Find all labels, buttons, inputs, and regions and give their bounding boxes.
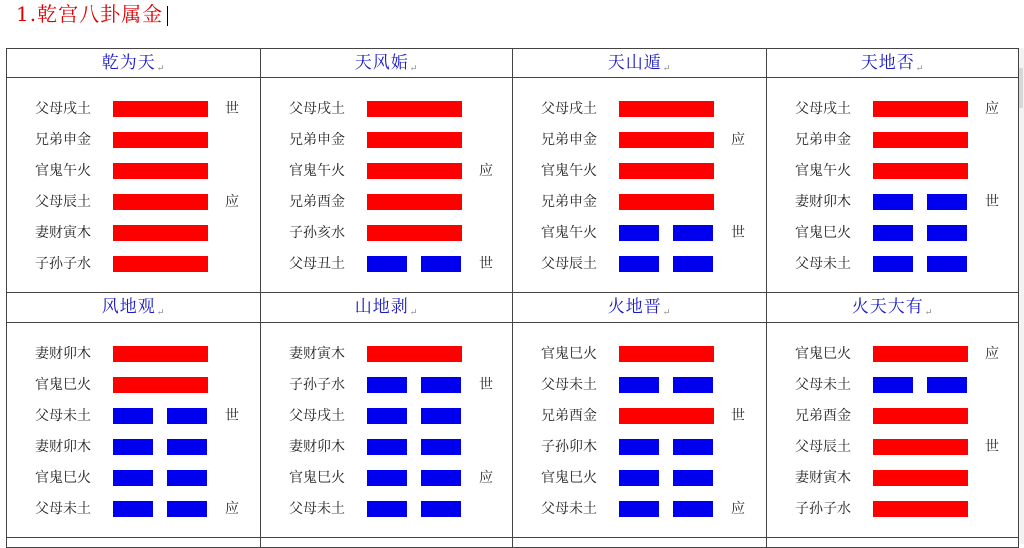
yang-line-bar	[873, 501, 968, 517]
yao-line	[261, 96, 512, 127]
yin-line-bar	[421, 377, 461, 393]
yao-label: 官鬼午火	[795, 163, 851, 179]
yang-line-bar	[619, 346, 714, 362]
yang-line-bar	[873, 439, 968, 455]
yao-label: 子孙子水	[289, 377, 345, 393]
yin-line-bar	[167, 439, 207, 455]
yao-line	[261, 403, 512, 434]
yang-line-bar	[367, 132, 462, 148]
yao-line	[7, 189, 260, 220]
yang-line-bar	[113, 346, 208, 362]
hexagram-name: 乾为天	[101, 53, 156, 73]
hexagram-cell	[7, 78, 261, 293]
scrollbar-thumb[interactable]	[1019, 68, 1023, 108]
hexagram-name: 火地晋	[607, 297, 662, 317]
yao-line	[767, 372, 1018, 403]
yin-line-bar	[113, 501, 153, 517]
yin-line-bar	[113, 439, 153, 455]
yao-label: 兄弟申金	[795, 132, 851, 148]
yang-line-bar	[619, 408, 714, 424]
yao-line	[513, 189, 766, 220]
yao-label: 兄弟申金	[541, 132, 597, 148]
yao-label: 父母未土	[541, 501, 597, 517]
paragraph-mark-icon: ↵	[409, 64, 419, 74]
yin-line-bar	[873, 377, 913, 393]
yao-label: 父母辰土	[541, 256, 597, 272]
yao-line	[261, 341, 512, 372]
yao-label: 官鬼午火	[541, 163, 597, 179]
yao-label: 官鬼午火	[35, 163, 91, 179]
yao-line	[7, 465, 260, 496]
shi-ying-mark: 应	[479, 470, 493, 486]
shi-ying-mark: 应	[985, 101, 999, 117]
shi-ying-mark: 世	[479, 377, 493, 393]
yang-line-bar	[367, 225, 462, 241]
yao-label: 父母辰土	[35, 194, 91, 210]
shi-ying-mark: 应	[225, 501, 239, 517]
yao-label: 父母未土	[289, 501, 345, 517]
yin-line-bar	[673, 501, 713, 517]
yin-line-bar	[619, 225, 659, 241]
yin-line-bar	[367, 408, 407, 424]
yin-line-bar	[619, 256, 659, 272]
hexagram-heading	[767, 48, 1019, 78]
shi-ying-mark: 世	[731, 408, 745, 424]
yang-line-bar	[619, 132, 714, 148]
yao-line	[261, 189, 512, 220]
yin-line-bar	[873, 194, 913, 210]
yao-line	[7, 96, 260, 127]
yao-label: 子孙卯木	[541, 439, 597, 455]
yao-line	[7, 372, 260, 403]
paragraph-mark-icon: ↵	[662, 308, 672, 318]
shi-ying-mark: 应	[225, 194, 239, 210]
document-title: 1.乾宫八卦属金	[16, 2, 164, 26]
hexagram-cell	[7, 323, 261, 538]
yao-label: 父母戌土	[289, 101, 345, 117]
hexagram-heading	[513, 48, 767, 78]
yao-label: 父母辰土	[795, 439, 851, 455]
paragraph-mark-icon: ↵	[662, 64, 672, 74]
yang-line-bar	[873, 132, 968, 148]
hexagram-heading	[767, 293, 1019, 323]
yao-label: 官鬼午火	[289, 163, 345, 179]
yin-line-bar	[927, 377, 967, 393]
yao-line	[767, 189, 1018, 220]
yin-line-bar	[113, 470, 153, 486]
hexagram-heading	[513, 293, 767, 323]
yao-label: 父母未土	[795, 256, 851, 272]
yao-label: 妻财寅木	[795, 470, 851, 486]
yin-line-bar	[619, 501, 659, 517]
yao-label: 官鬼巳火	[795, 346, 851, 362]
yao-line	[767, 496, 1018, 527]
shi-ying-mark: 应	[985, 346, 999, 362]
yang-line-bar	[873, 346, 968, 362]
yao-label: 父母未土	[795, 377, 851, 393]
hexagram-name: 天地否	[860, 53, 915, 73]
yao-line	[513, 496, 766, 527]
yao-label: 兄弟酉金	[541, 408, 597, 424]
yin-line-bar	[367, 501, 407, 517]
hexagram-name: 风地观	[101, 297, 156, 317]
yin-line-bar	[673, 470, 713, 486]
yin-line-bar	[673, 225, 713, 241]
hexagram-cell	[767, 78, 1019, 293]
shi-ying-mark: 世	[731, 225, 745, 241]
hexagram-heading	[261, 293, 513, 323]
yao-line	[767, 220, 1018, 251]
shi-ying-mark: 世	[225, 101, 239, 117]
yao-line	[767, 251, 1018, 282]
yin-line-bar	[927, 256, 967, 272]
hexagram-cell	[513, 78, 767, 293]
hexagram-heading	[7, 293, 261, 323]
yao-line	[261, 158, 512, 189]
yang-line-bar	[873, 470, 968, 486]
table-row-empty	[7, 538, 261, 548]
yao-line	[767, 341, 1018, 372]
hexagram-name: 山地剥	[354, 297, 409, 317]
yao-label: 妻财卯木	[35, 346, 91, 362]
yao-label: 兄弟申金	[289, 132, 345, 148]
shi-ying-mark: 应	[731, 132, 745, 148]
yang-line-bar	[367, 163, 462, 179]
yin-line-bar	[619, 439, 659, 455]
hexagram-cell	[513, 323, 767, 538]
yang-line-bar	[619, 163, 714, 179]
yao-label: 官鬼午火	[541, 225, 597, 241]
yin-line-bar	[673, 439, 713, 455]
yao-label: 父母戌土	[541, 101, 597, 117]
yang-line-bar	[113, 163, 208, 179]
yin-line-bar	[619, 470, 659, 486]
yao-label: 妻财卯木	[35, 439, 91, 455]
hexagram-cell	[261, 78, 513, 293]
table-row-empty	[767, 538, 1019, 548]
yin-line-bar	[673, 256, 713, 272]
yin-line-bar	[927, 194, 967, 210]
yin-line-bar	[167, 501, 207, 517]
text-cursor	[167, 6, 168, 26]
shi-ying-mark: 应	[731, 501, 745, 517]
yang-line-bar	[873, 101, 968, 117]
yao-label: 子孙子水	[795, 501, 851, 517]
yang-line-bar	[873, 408, 968, 424]
yao-line	[513, 127, 766, 158]
yin-line-bar	[367, 377, 407, 393]
yao-line	[7, 341, 260, 372]
yao-label: 官鬼巳火	[35, 377, 91, 393]
yao-label: 子孙亥水	[289, 225, 345, 241]
yao-line	[513, 158, 766, 189]
yin-line-bar	[673, 377, 713, 393]
yao-label: 父母未土	[541, 377, 597, 393]
yao-line	[261, 127, 512, 158]
yao-line	[767, 158, 1018, 189]
yao-line	[767, 434, 1018, 465]
table-row-empty	[261, 538, 513, 548]
yao-label: 父母戌土	[795, 101, 851, 117]
yin-line-bar	[873, 256, 913, 272]
shi-ying-mark: 世	[479, 256, 493, 272]
yin-line-bar	[421, 256, 461, 272]
yao-line	[261, 372, 512, 403]
yao-label: 兄弟酉金	[795, 408, 851, 424]
yao-label: 父母丑土	[289, 256, 345, 272]
shi-ying-mark: 世	[985, 194, 999, 210]
hexagram-heading	[7, 48, 261, 78]
yang-line-bar	[113, 377, 208, 393]
yin-line-bar	[421, 470, 461, 486]
yao-line	[7, 496, 260, 527]
yin-line-bar	[367, 470, 407, 486]
yao-line	[767, 465, 1018, 496]
yin-line-bar	[873, 225, 913, 241]
yao-line	[261, 251, 512, 282]
hexagram-name: 天山遁	[607, 53, 662, 73]
yao-line	[7, 220, 260, 251]
yin-line-bar	[167, 408, 207, 424]
paragraph-mark-icon: ↵	[156, 64, 166, 74]
yao-label: 官鬼巳火	[795, 225, 851, 241]
yin-line-bar	[113, 408, 153, 424]
hexagram-cell	[767, 323, 1019, 538]
yao-line	[513, 434, 766, 465]
yao-label: 官鬼巳火	[541, 346, 597, 362]
yao-line	[513, 403, 766, 434]
paragraph-mark-icon: ↵	[409, 308, 419, 318]
paragraph-mark-icon: ↵	[156, 308, 166, 318]
yang-line-bar	[113, 256, 208, 272]
hexagram-cell	[261, 323, 513, 538]
yang-line-bar	[113, 132, 208, 148]
yang-line-bar	[619, 194, 714, 210]
hexagram-table	[6, 48, 1019, 548]
yao-line	[513, 96, 766, 127]
paragraph-mark-icon: ↵	[915, 64, 925, 74]
yao-line	[7, 158, 260, 189]
yao-label: 父母未土	[35, 501, 91, 517]
yin-line-bar	[421, 439, 461, 455]
yao-line	[513, 220, 766, 251]
table-row-empty	[513, 538, 767, 548]
yao-line	[513, 341, 766, 372]
yao-label: 妻财卯木	[795, 194, 851, 210]
yin-line-bar	[367, 439, 407, 455]
yao-line	[513, 465, 766, 496]
hexagram-name: 天风姤	[354, 53, 409, 73]
yin-line-bar	[927, 225, 967, 241]
yao-label: 妻财寅木	[35, 225, 91, 241]
yao-line	[767, 403, 1018, 434]
yin-line-bar	[167, 470, 207, 486]
yao-label: 兄弟申金	[35, 132, 91, 148]
yao-label: 官鬼巳火	[289, 470, 345, 486]
yao-line	[513, 251, 766, 282]
yao-label: 妻财卯木	[289, 439, 345, 455]
yao-line	[767, 127, 1018, 158]
yao-label: 子孙子水	[35, 256, 91, 272]
shi-ying-mark: 世	[225, 408, 239, 424]
paragraph-mark-icon: ↵	[924, 308, 934, 318]
yao-line	[7, 403, 260, 434]
yin-line-bar	[421, 408, 461, 424]
yao-label: 父母戌土	[289, 408, 345, 424]
yao-label: 父母戌土	[35, 101, 91, 117]
yao-label: 官鬼巳火	[541, 470, 597, 486]
yin-line-bar	[619, 377, 659, 393]
yao-label: 兄弟申金	[541, 194, 597, 210]
yin-line-bar	[367, 256, 407, 272]
yao-line	[261, 220, 512, 251]
yao-line	[261, 465, 512, 496]
hexagram-name: 火天大有	[851, 297, 924, 317]
hexagram-heading	[261, 48, 513, 78]
yao-line	[7, 127, 260, 158]
shi-ying-mark: 世	[985, 439, 999, 455]
yang-line-bar	[619, 101, 714, 117]
yao-label: 兄弟酉金	[289, 194, 345, 210]
yang-line-bar	[367, 194, 462, 210]
yang-line-bar	[113, 101, 208, 117]
yao-line	[261, 496, 512, 527]
yang-line-bar	[113, 225, 208, 241]
yang-line-bar	[113, 194, 208, 210]
shi-ying-mark: 应	[479, 163, 493, 179]
yang-line-bar	[873, 163, 968, 179]
yao-label: 妻财寅木	[289, 346, 345, 362]
yao-label: 官鬼巳火	[35, 470, 91, 486]
yao-line	[767, 96, 1018, 127]
yao-line	[7, 434, 260, 465]
yang-line-bar	[367, 101, 462, 117]
yao-line	[7, 251, 260, 282]
yin-line-bar	[421, 501, 461, 517]
yao-line	[261, 434, 512, 465]
yao-line	[513, 372, 766, 403]
yao-label: 父母未土	[35, 408, 91, 424]
yang-line-bar	[367, 346, 462, 362]
